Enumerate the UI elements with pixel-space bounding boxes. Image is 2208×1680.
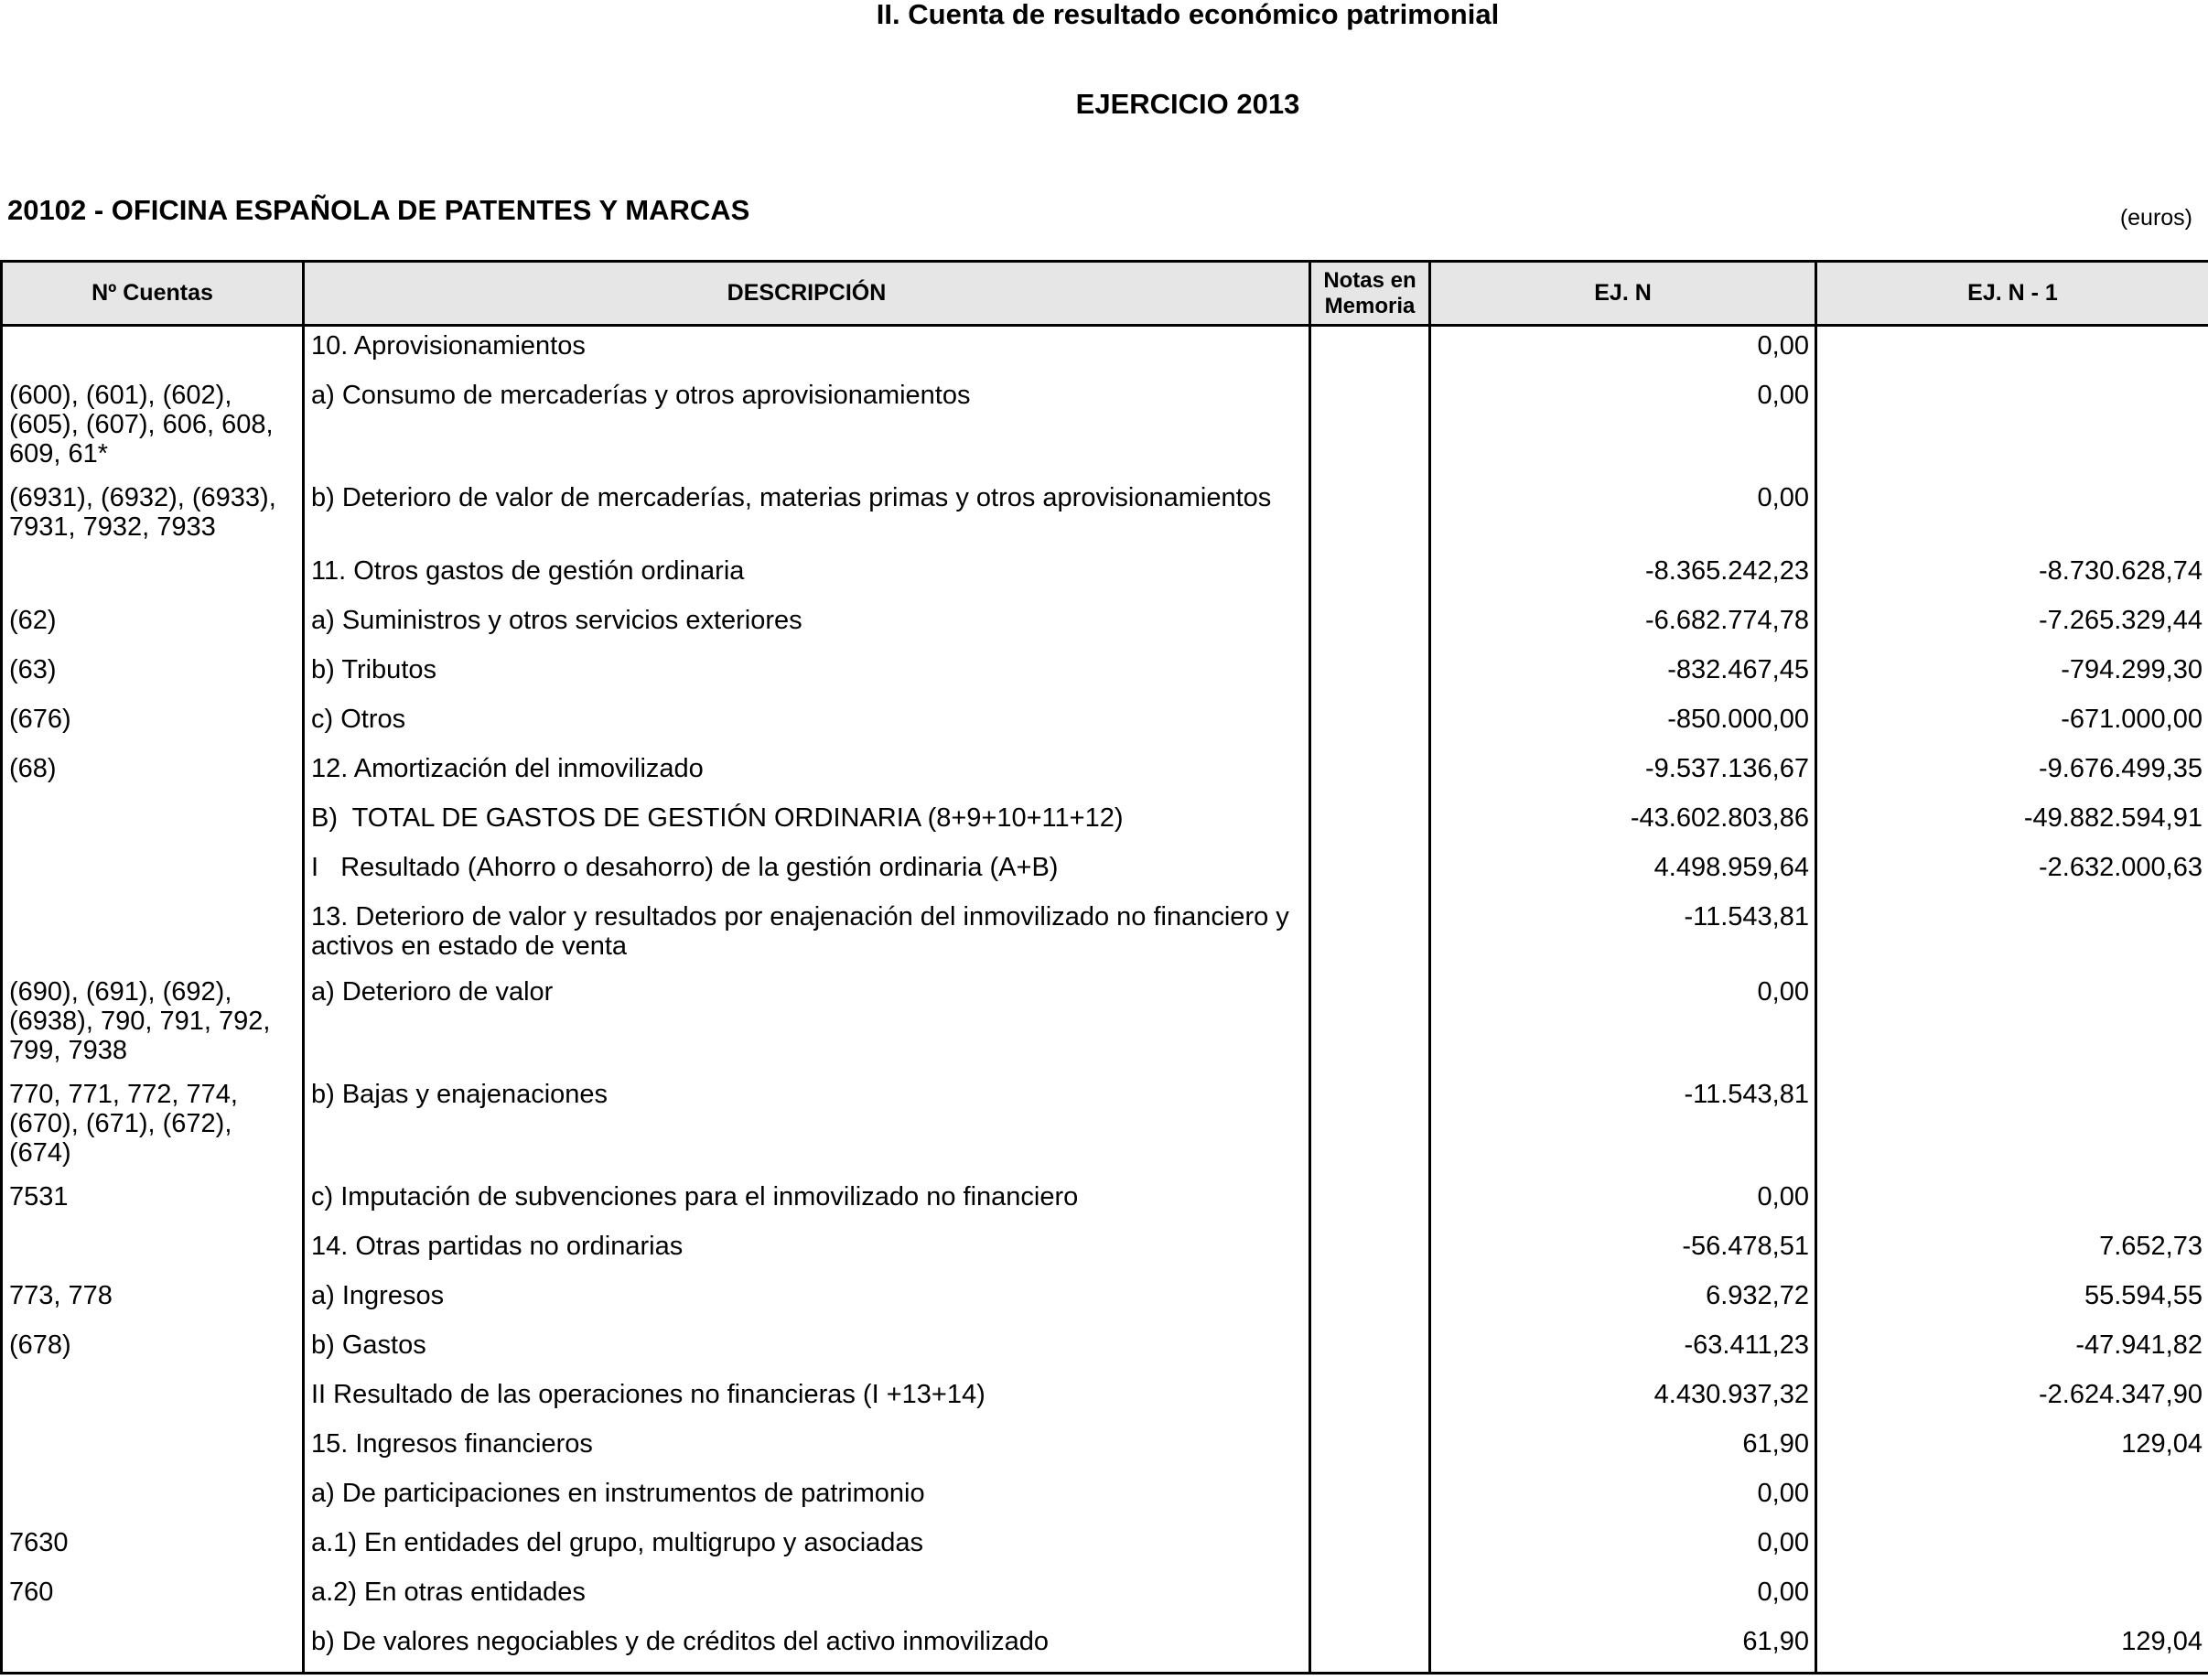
cell-cuentas: (6931), (6932), (6933), 7931, 7932, 7933 (2, 479, 304, 552)
cell-notas (1310, 651, 1430, 700)
cell-ej-n: -11.543,81 (1430, 1075, 1816, 1178)
cell-cuentas (2, 1375, 304, 1425)
cell-cuentas (2, 552, 304, 601)
cell-notas (1310, 1326, 1430, 1375)
cell-ej-n1: -8.730.628,74 (1816, 552, 2208, 601)
cell-cuentas (2, 1474, 304, 1524)
cell-notas (1310, 1276, 1430, 1326)
cell-descripcion: II Resultado de las operaciones no financieras (I +13+14) (304, 1375, 1310, 1425)
cell-ej-n: -832.467,45 (1430, 651, 1816, 700)
cell-descripcion: a) De participaciones en instrumentos de patrimonio (304, 1474, 1310, 1524)
cell-notas (1310, 1622, 1430, 1674)
cell-ej-n1 (1816, 1075, 2208, 1178)
cell-notas (1310, 1524, 1430, 1573)
column-header-ej-n: EJ. N (1430, 262, 1816, 326)
column-header-descripcion: DESCRIPCIÓN (304, 262, 1310, 326)
cell-notas (1310, 700, 1430, 749)
cell-cuentas: 773, 778 (2, 1276, 304, 1326)
cell-notas (1310, 1425, 1430, 1474)
cell-cuentas (2, 1622, 304, 1674)
cell-notas (1310, 1178, 1430, 1227)
cell-descripcion: b) Deterioro de valor de mercaderías, materias primas y otros aprovisionamientos (304, 479, 1310, 552)
cell-cuentas: 7630 (2, 1524, 304, 1573)
cell-descripcion: a) Deterioro de valor (304, 973, 1310, 1075)
table-row (2, 700, 2208, 749)
cell-descripcion: a.1) En entidades del grupo, multigrupo y asociadas (304, 1524, 1310, 1573)
cell-cuentas (2, 898, 304, 973)
cell-ej-n1: 129,04 (1816, 1425, 2208, 1474)
cell-descripcion: a) Suministros y otros servicios exteriores (304, 601, 1310, 651)
cell-ej-n1 (1816, 973, 2208, 1075)
cell-cuentas (2, 799, 304, 848)
cell-descripcion: 14. Otras partidas no ordinarias (304, 1227, 1310, 1276)
cell-notas (1310, 376, 1430, 479)
table-row (2, 799, 2208, 848)
table-row (2, 376, 2208, 479)
cell-notas (1310, 749, 1430, 799)
cell-ej-n1 (1816, 326, 2208, 377)
table-row (2, 601, 2208, 651)
cell-ej-n: 0,00 (1430, 1573, 1816, 1622)
cell-ej-n1 (1816, 376, 2208, 479)
cell-ej-n: -43.602.803,86 (1430, 799, 1816, 848)
table-row (2, 1524, 2208, 1573)
cell-ej-n: 0,00 (1430, 479, 1816, 552)
cell-ej-n: -850.000,00 (1430, 700, 1816, 749)
cell-ej-n: -63.411,23 (1430, 1326, 1816, 1375)
table-row (2, 1276, 2208, 1326)
column-header-cuentas: Nº Cuentas (2, 262, 304, 326)
cell-descripcion: b) De valores negociables y de créditos del activo inmovilizado (304, 1622, 1310, 1674)
table-row (2, 898, 2208, 973)
table-row (2, 973, 2208, 1075)
cell-ej-n1 (1816, 479, 2208, 552)
cell-ej-n1 (1816, 898, 2208, 973)
cell-descripcion: 15. Ingresos financieros (304, 1425, 1310, 1474)
cell-descripcion: a) Consumo de mercaderías y otros aprovisionamientos (304, 376, 1310, 479)
cell-ej-n1: -2.632.000,63 (1816, 848, 2208, 898)
cell-cuentas (2, 1227, 304, 1276)
cell-cuentas (2, 1425, 304, 1474)
cell-descripcion: a) Ingresos (304, 1276, 1310, 1326)
cell-ej-n: 6.932,72 (1430, 1276, 1816, 1326)
column-header-notas: Notas en Memoria (1310, 262, 1430, 326)
results-table (0, 260, 2208, 1675)
cell-ej-n1 (1816, 1524, 2208, 1573)
cell-cuentas: (678) (2, 1326, 304, 1375)
table-header-row (2, 262, 2208, 326)
page-title: II. Cuenta de resultado económico patrimonial (876, 0, 1500, 30)
table-row (2, 1227, 2208, 1276)
cell-notas (1310, 1227, 1430, 1276)
cell-cuentas: (62) (2, 601, 304, 651)
cell-ej-n1 (1816, 1474, 2208, 1524)
cell-ej-n1: 55.594,55 (1816, 1276, 2208, 1326)
table-row (2, 479, 2208, 552)
cell-notas (1310, 552, 1430, 601)
cell-ej-n: 4.498.959,64 (1430, 848, 1816, 898)
cell-cuentas (2, 326, 304, 377)
cell-ej-n1: 129,04 (1816, 1622, 2208, 1674)
cell-ej-n1 (1816, 1178, 2208, 1227)
cell-cuentas: (63) (2, 651, 304, 700)
cell-ej-n: 0,00 (1430, 1178, 1816, 1227)
cell-cuentas: (68) (2, 749, 304, 799)
cell-ej-n: 61,90 (1430, 1622, 1816, 1674)
cell-ej-n1: -794.299,30 (1816, 651, 2208, 700)
cell-ej-n: 0,00 (1430, 376, 1816, 479)
table-body (2, 326, 2208, 1674)
cell-descripcion: c) Imputación de subvenciones para el inmovilizado no financiero (304, 1178, 1310, 1227)
cell-descripcion: b) Bajas y enajenaciones (304, 1075, 1310, 1178)
entity-name: 20102 - OFICINA ESPAÑOLA DE PATENTES Y MARCAS (7, 194, 750, 226)
cell-ej-n: -11.543,81 (1430, 898, 1816, 973)
table-row (2, 848, 2208, 898)
cell-descripcion: 10. Aprovisionamientos (304, 326, 1310, 377)
cell-cuentas: 770, 771, 772, 774, (670), (671), (672), (674) (2, 1075, 304, 1178)
table-row (2, 1375, 2208, 1425)
cell-notas (1310, 479, 1430, 552)
cell-ej-n1 (1816, 1573, 2208, 1622)
cell-descripcion: B) TOTAL DE GASTOS DE GESTIÓN ORDINARIA (8+9+10+11+12) (304, 799, 1310, 848)
cell-ej-n1: -7.265.329,44 (1816, 601, 2208, 651)
table-row (2, 1425, 2208, 1474)
cell-ej-n: -8.365.242,23 (1430, 552, 1816, 601)
cell-ej-n: 0,00 (1430, 1474, 1816, 1524)
column-header-ej-n1: EJ. N - 1 (1816, 262, 2208, 326)
cell-ej-n: 0,00 (1430, 973, 1816, 1075)
cell-ej-n1: -9.676.499,35 (1816, 749, 2208, 799)
cell-cuentas: (676) (2, 700, 304, 749)
cell-notas (1310, 601, 1430, 651)
table-row (2, 1474, 2208, 1524)
cell-descripcion: c) Otros (304, 700, 1310, 749)
table-row (2, 1622, 2208, 1674)
cell-ej-n: 4.430.937,32 (1430, 1375, 1816, 1425)
table-row (2, 1326, 2208, 1375)
cell-notas (1310, 1474, 1430, 1524)
table-row (2, 749, 2208, 799)
cell-notas (1310, 973, 1430, 1075)
cell-ej-n1: 7.652,73 (1816, 1227, 2208, 1276)
cell-ej-n: -56.478,51 (1430, 1227, 1816, 1276)
cell-descripcion: 12. Amortización del inmovilizado (304, 749, 1310, 799)
table-row (2, 1178, 2208, 1227)
cell-descripcion: b) Gastos (304, 1326, 1310, 1375)
cell-descripcion: I Resultado (Ahorro o desahorro) de la gestión ordinaria (A+B) (304, 848, 1310, 898)
cell-cuentas (2, 848, 304, 898)
cell-ej-n1: -2.624.347,90 (1816, 1375, 2208, 1425)
cell-notas (1310, 799, 1430, 848)
cell-ej-n: 61,90 (1430, 1425, 1816, 1474)
cell-cuentas: (690), (691), (692), (6938), 790, 791, 792, 799, 7938 (2, 973, 304, 1075)
cell-cuentas: (600), (601), (602), (605), (607), 606, 608, 609, 61* (2, 376, 304, 479)
table-row (2, 326, 2208, 377)
cell-ej-n1: -47.941,82 (1816, 1326, 2208, 1375)
cell-cuentas: 760 (2, 1573, 304, 1622)
table-row (2, 1075, 2208, 1178)
cell-ej-n: 0,00 (1430, 326, 1816, 377)
cell-ej-n: 0,00 (1430, 1524, 1816, 1573)
cell-notas (1310, 1375, 1430, 1425)
cell-ej-n1: -671.000,00 (1816, 700, 2208, 749)
cell-descripcion: 13. Deterioro de valor y resultados por enajenación del inmovilizado no financiero y activos en estado de venta (304, 898, 1310, 973)
exercise-title: EJERCICIO 2013 (1075, 88, 1300, 120)
cell-notas (1310, 848, 1430, 898)
table-row (2, 552, 2208, 601)
cell-notas (1310, 1075, 1430, 1178)
cell-cuentas: 7531 (2, 1178, 304, 1227)
cell-notas (1310, 326, 1430, 377)
cell-descripcion: b) Tributos (304, 651, 1310, 700)
cell-ej-n: -6.682.774,78 (1430, 601, 1816, 651)
cell-descripcion: a.2) En otras entidades (304, 1573, 1310, 1622)
cell-ej-n1: -49.882.594,91 (1816, 799, 2208, 848)
cell-descripcion: 11. Otros gastos de gestión ordinaria (304, 552, 1310, 601)
cell-notas (1310, 1573, 1430, 1622)
cell-ej-n: -9.537.136,67 (1430, 749, 1816, 799)
units-label: (euros) (2119, 205, 2192, 231)
table-row (2, 651, 2208, 700)
cell-notas (1310, 898, 1430, 973)
table-row (2, 1573, 2208, 1622)
